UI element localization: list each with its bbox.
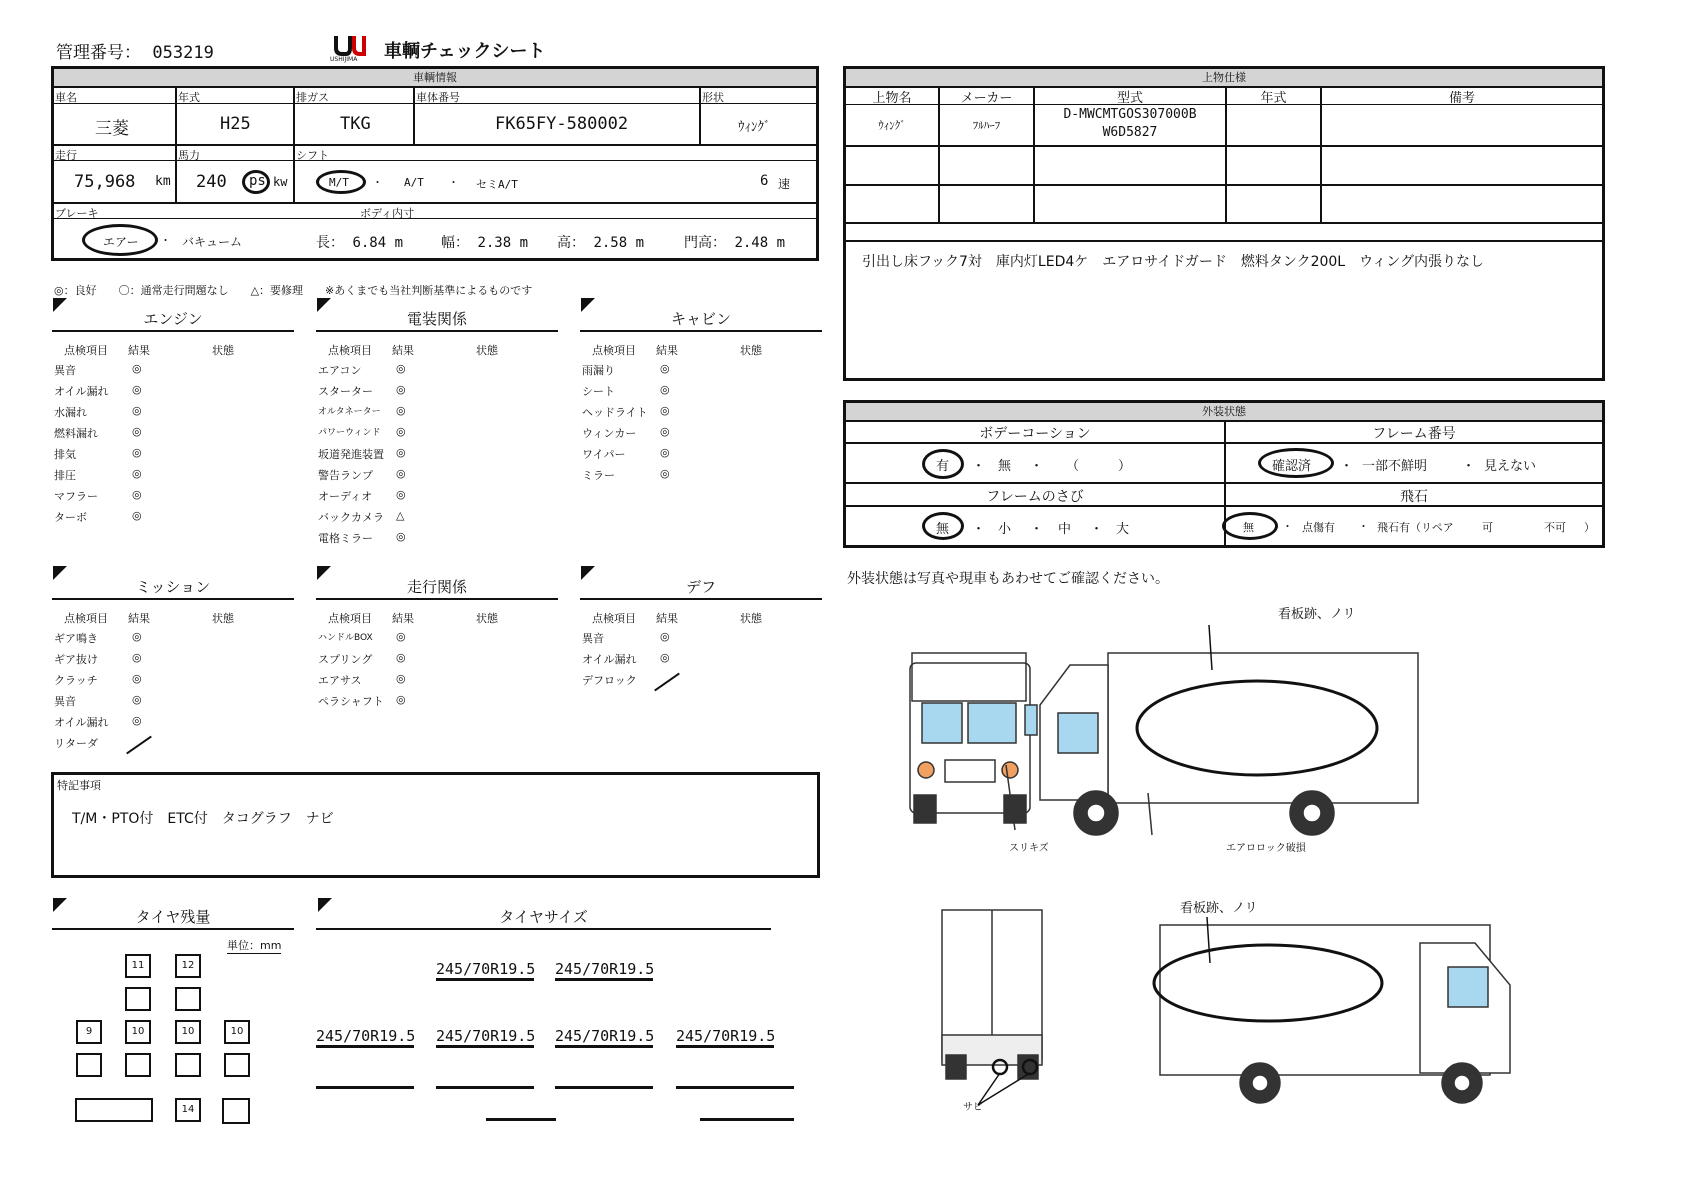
rust-opt: 大 <box>1116 522 1130 537</box>
frame-opt: ・ <box>1462 459 1476 474</box>
check-result: ◎ <box>396 651 406 664</box>
rust-opt: 無 <box>936 522 950 537</box>
check-item-label: ヘッドライト <box>582 406 648 419</box>
truck-rear-view <box>942 910 1042 1105</box>
check-item-label: マフラー <box>54 490 98 503</box>
notes-box <box>51 772 820 878</box>
tire-depth-box: 10 <box>175 1020 201 1044</box>
check-result: ◎ <box>396 530 406 543</box>
check-item-label: バックカメラ <box>318 511 384 524</box>
check-result: ◎ <box>132 672 142 685</box>
check-item-label: ギア抜け <box>54 653 98 666</box>
check-result: ◎ <box>132 714 142 727</box>
dim-length <box>316 232 403 252</box>
stone-opt: 点傷有 <box>1302 521 1335 534</box>
tire-size-label: 245/70R19.5 <box>555 1027 653 1048</box>
stone-opt: 不可 <box>1544 521 1566 534</box>
check-result: ◎ <box>660 630 670 643</box>
year-label: 年式 <box>178 91 200 104</box>
section-title-electric: 電装関係 <box>406 310 467 328</box>
col-item-header: 点検項目 <box>328 612 372 625</box>
check-item-label: 警告ランプ <box>318 469 373 482</box>
check-item-label: ハンドルBOX <box>318 633 373 643</box>
dim-door <box>684 232 785 252</box>
upper-col-header: 型式 <box>1116 91 1143 106</box>
tire-size-title: タイヤサイズ <box>499 908 588 926</box>
check-result: ◎ <box>660 404 670 417</box>
stone-opt: ・ <box>1282 520 1293 533</box>
brake-label: ブレーキ <box>55 207 99 220</box>
tire-blank-line <box>486 1118 556 1121</box>
check-result: ◎ <box>660 425 670 438</box>
tire-depth-box <box>76 1053 102 1077</box>
truck-side-view <box>1025 625 1418 835</box>
section-underline <box>580 598 822 600</box>
check-item-label: ワイパー <box>582 448 626 461</box>
rust-opt: ・ <box>1030 522 1044 537</box>
management-number <box>56 38 214 63</box>
check-item-label: オイル漏れ <box>54 385 109 398</box>
check-item-label: 電格ミラー <box>318 532 373 545</box>
check-result: ◎ <box>132 630 142 643</box>
col-result-header: 結果 <box>392 344 414 357</box>
wid-label: 幅： <box>441 235 469 251</box>
mileage-unit: km <box>155 174 171 189</box>
tire-depth-box <box>125 1053 151 1077</box>
section-title-mission: ミッション <box>135 578 211 596</box>
check-item-label: エアコン <box>318 364 362 377</box>
upper-spec-header: 上物仕様 <box>846 69 1602 88</box>
shift-mt: M/T <box>329 176 349 189</box>
check-result: ◎ <box>132 446 142 459</box>
upper-description: 引出し床フック7対 庫内灯LED4ケ エアロサイドガード 燃料タンク200L ウィング内張りなし <box>862 254 1484 270</box>
check-item-label: ギア鳴き <box>54 632 98 645</box>
rust-opt: 中 <box>1058 522 1072 537</box>
check-slash-mark <box>126 736 152 755</box>
door-unit: m <box>776 235 786 251</box>
check-result: ◎ <box>132 509 142 522</box>
check-result: ◎ <box>396 630 406 643</box>
logo-text: USHIJIMA <box>330 56 358 63</box>
check-slash-mark <box>654 673 680 692</box>
car-name-value: 三菱 <box>95 119 129 139</box>
check-result: ◎ <box>396 672 406 685</box>
check-result: ◎ <box>660 467 670 480</box>
year-value: H25 <box>220 114 251 134</box>
tire-blank-line <box>436 1086 534 1089</box>
tire-blank-line <box>555 1086 653 1089</box>
shift-label: シフト <box>296 149 329 162</box>
check-item-label: 異音 <box>54 695 76 708</box>
check-item-label: 排気 <box>54 448 76 461</box>
tire-size-label: 245/70R19.5 <box>555 960 653 981</box>
annotation-signboard-2: 看板跡、ノリ <box>1180 901 1258 916</box>
check-result: ◎ <box>396 362 406 375</box>
upper-col-header: 年式 <box>1260 91 1287 106</box>
col-item-header: 点検項目 <box>592 612 636 625</box>
check-item-label: オイル漏れ <box>582 653 637 666</box>
check-result: ◎ <box>132 467 142 480</box>
check-item-label: リターダ <box>54 737 98 750</box>
stone-chip-label: 飛石 <box>1400 489 1428 505</box>
hgt-value: 2.58 <box>593 235 628 251</box>
upper-col-header: メーカー <box>960 91 1013 106</box>
section-title-running: 走行関係 <box>406 578 467 596</box>
annotation-signboard-1: 看板跡、ノリ <box>1278 607 1356 622</box>
tire-blank-line <box>316 1086 414 1089</box>
check-item-label: オルタネーター <box>318 407 381 417</box>
wid-unit: m <box>519 235 529 251</box>
rust-opt: ・ <box>1090 522 1104 537</box>
len-unit: m <box>394 235 404 251</box>
check-item-label: ミラー <box>582 469 615 482</box>
brake-vacuum: バキューム <box>182 235 243 249</box>
brake-sep: ・ <box>160 234 171 247</box>
hp-value: 240 <box>196 172 227 192</box>
section-underline <box>316 330 558 332</box>
col-state-header: 状態 <box>476 612 498 625</box>
check-result: ◎ <box>396 488 406 501</box>
section-title-diff: デフ <box>685 578 716 596</box>
check-item-label: 燃料漏れ <box>54 427 98 440</box>
check-item-label: ターボ <box>54 511 87 524</box>
gears-value: 6 <box>760 173 769 189</box>
section-underline <box>580 330 822 332</box>
shift-semi: セミA/T <box>476 178 518 191</box>
company-logo <box>330 34 372 64</box>
check-result: ◎ <box>132 383 142 396</box>
check-result: ◎ <box>396 425 406 438</box>
section-underline <box>52 330 294 332</box>
stone-opt: 無 <box>1243 521 1254 534</box>
annotation-aero-lock: エアロロック破損 <box>1226 843 1306 854</box>
check-item-label: デフロック <box>582 674 637 687</box>
caution-opt: ） <box>1118 459 1132 474</box>
annotation-scratch: スリキズ <box>1009 843 1049 854</box>
tire-size-label: 245/70R19.5 <box>436 1027 534 1048</box>
frame-opt: 見えない <box>1484 459 1537 474</box>
check-result: ◎ <box>660 362 670 375</box>
hp-unit-kw: kw <box>273 175 288 189</box>
truck-side-view-2 <box>1154 917 1510 1103</box>
check-item-label: ウィンカー <box>582 427 637 440</box>
check-item-label: スターター <box>318 385 373 398</box>
upper-model-2: W6D5827 <box>1102 125 1158 140</box>
tire-depth-box <box>125 987 151 1011</box>
check-result: ◎ <box>396 404 406 417</box>
col-result-header: 結果 <box>656 612 678 625</box>
body-caution-label: ボデーコーション <box>979 426 1091 442</box>
tire-depth-box: 12 <box>175 954 201 978</box>
check-item-label: 雨漏り <box>582 364 615 377</box>
upper-maker: ﾌﾙﾊｰﾌ <box>972 119 1001 132</box>
check-item-label: エアサス <box>318 674 362 687</box>
upper-model: D-MWCMTGOS307000B <box>1063 107 1197 122</box>
stone-opt: ） <box>1584 521 1595 534</box>
tire-depth-box: 10 <box>125 1020 151 1044</box>
check-item-label: 水漏れ <box>54 406 87 419</box>
chassis-value: FK65FY-580002 <box>495 114 629 134</box>
section-underline <box>316 598 558 600</box>
tire-unit: 単位：mm <box>227 939 282 952</box>
caution-opt: 有 <box>936 459 950 474</box>
stone-opt: 飛石有（リペア <box>1377 521 1454 534</box>
col-result-header: 結果 <box>656 344 678 357</box>
mileage-label: 走行 <box>55 149 77 162</box>
check-result: ◎ <box>660 446 670 459</box>
check-result: ◎ <box>132 693 142 706</box>
col-item-header: 点検項目 <box>64 612 108 625</box>
rust-opt: ・ <box>972 522 986 537</box>
tire-blank-line <box>700 1118 794 1121</box>
check-result: ◎ <box>132 362 142 375</box>
vehicle-info-header: 車輌情報 <box>54 69 816 88</box>
exterior-note: 外装状態は写真や現車もあわせてご確認ください。 <box>847 571 1169 587</box>
shift-at: A/T <box>404 176 424 189</box>
upper-col-header: 上物名 <box>872 91 912 106</box>
mgmt-value: 053219 <box>152 43 214 63</box>
col-state-header: 状態 <box>476 344 498 357</box>
tire-blank-line <box>676 1086 794 1089</box>
col-state-header: 状態 <box>740 612 762 625</box>
col-result-header: 結果 <box>392 612 414 625</box>
exterior-header: 外装状態 <box>846 403 1602 422</box>
body-dim-label: ボディ内寸 <box>360 207 415 220</box>
check-result: △ <box>396 509 405 522</box>
wid-value: 2.38 <box>477 235 512 251</box>
col-state-header: 状態 <box>740 344 762 357</box>
check-item-label: クラッチ <box>54 674 98 687</box>
check-item-label: 坂道発進装置 <box>318 448 384 461</box>
door-value: 2.48 <box>734 235 769 251</box>
truck-front-view <box>910 653 1030 830</box>
col-state-header: 状態 <box>212 612 234 625</box>
truck-diagram <box>900 595 1630 1115</box>
caution-opt: 無 <box>998 459 1012 474</box>
check-item-label: 排圧 <box>54 469 76 482</box>
emission-label: 排ガス <box>296 91 329 104</box>
col-result-header: 結果 <box>128 344 150 357</box>
check-result: ◎ <box>132 488 142 501</box>
gears-unit: 速 <box>778 177 791 191</box>
hgt-unit: m <box>635 235 645 251</box>
emission-value: TKG <box>340 114 371 134</box>
tire-size-label: 245/70R19.5 <box>676 1027 774 1048</box>
col-item-header: 点検項目 <box>64 344 108 357</box>
shift-sep: ・ <box>372 176 383 189</box>
check-result: ◎ <box>396 383 406 396</box>
tire-depth-box <box>175 1053 201 1077</box>
frame-opt: ・ <box>1340 459 1354 474</box>
check-result: ◎ <box>132 404 142 417</box>
tire-depth-box: 14 <box>175 1098 201 1122</box>
check-result: ◎ <box>660 651 670 664</box>
tire-depth-box: 11 <box>125 954 151 978</box>
check-item-label: ペラシャフト <box>318 695 384 708</box>
caution-opt: ・ <box>1030 459 1044 474</box>
col-item-header: 点検項目 <box>328 344 372 357</box>
check-result: ◎ <box>132 651 142 664</box>
tire-depth-box: 9 <box>76 1020 102 1044</box>
col-item-header: 点検項目 <box>592 344 636 357</box>
frame-opt: 確認済 <box>1272 459 1312 474</box>
shape-label: 形状 <box>702 91 724 104</box>
rust-opt: 小 <box>998 522 1012 537</box>
brake-air: エアー <box>103 235 139 249</box>
car-name-label: 車名 <box>55 91 77 104</box>
check-item-label: スプリング <box>318 653 373 666</box>
check-item-label: シート <box>582 385 615 398</box>
frame-opt: 一部不鮮明 <box>1362 459 1428 474</box>
caution-opt: （ <box>1066 459 1080 474</box>
mileage-value: 75,968 <box>74 172 136 192</box>
dim-width <box>441 232 528 252</box>
check-item-label: パワーウィンド <box>318 428 381 438</box>
check-result: ◎ <box>132 425 142 438</box>
tire-size-label: 245/70R19.5 <box>316 1027 414 1048</box>
hgt-label: 高： <box>557 235 585 251</box>
tire-depth-box: 10 <box>224 1020 250 1044</box>
shape-value: ｳｨﾝｸﾞ <box>738 120 771 135</box>
stone-opt: 可 <box>1482 521 1493 534</box>
tire-depth-box <box>224 1053 250 1077</box>
notes-label: 特記事項 <box>57 779 101 792</box>
len-label: 長： <box>316 235 344 251</box>
annotation-rust: サビ <box>963 1102 983 1113</box>
stone-opt: ・ <box>1358 520 1369 533</box>
check-item-label: オーディオ <box>318 490 373 503</box>
tire-remain-title: タイヤ残量 <box>135 908 211 926</box>
upper-name: ｳｨﾝｸﾞ <box>878 119 906 132</box>
section-title-engine: エンジン <box>143 310 203 328</box>
tire-size-label: 245/70R19.5 <box>436 960 534 981</box>
chassis-label: 車体番号 <box>416 91 460 104</box>
page-title: 車輌チェックシート <box>384 41 546 62</box>
check-result: ◎ <box>396 446 406 459</box>
col-result-header: 結果 <box>128 612 150 625</box>
hp-label: 馬力 <box>178 149 200 162</box>
check-item-label: 異音 <box>54 364 76 377</box>
check-result: ◎ <box>396 467 406 480</box>
tire-depth-box <box>222 1098 250 1124</box>
legend-text: ◎：良好 〇：通常走行問題なし △：要修理 ※あくまでも当社判断基準によるものです <box>54 284 533 297</box>
frame-number-label: フレーム番号 <box>1372 426 1456 442</box>
len-value: 6.84 <box>352 235 387 251</box>
notes-text: T/M・PTO付 ETC付 タコグラフ ナビ <box>72 811 334 827</box>
frame-rust-label: フレームのさび <box>986 489 1084 505</box>
dim-height <box>557 232 644 252</box>
upper-col-header: 備考 <box>1448 91 1475 106</box>
tire-depth-box <box>75 1098 153 1122</box>
tire-depth-box <box>175 987 201 1011</box>
col-state-header: 状態 <box>212 344 234 357</box>
check-result: ◎ <box>660 383 670 396</box>
door-label: 門高： <box>684 235 726 251</box>
section-underline <box>52 598 294 600</box>
mgmt-label: 管理番号： <box>56 43 141 63</box>
check-result: ◎ <box>396 693 406 706</box>
caution-opt: ・ <box>972 459 986 474</box>
check-item-label: 異音 <box>582 632 604 645</box>
shift-sep: ・ <box>448 176 459 189</box>
section-title-cabin: キャビン <box>670 310 731 328</box>
check-item-label: オイル漏れ <box>54 716 109 729</box>
hp-unit-ps: ps <box>249 173 266 189</box>
